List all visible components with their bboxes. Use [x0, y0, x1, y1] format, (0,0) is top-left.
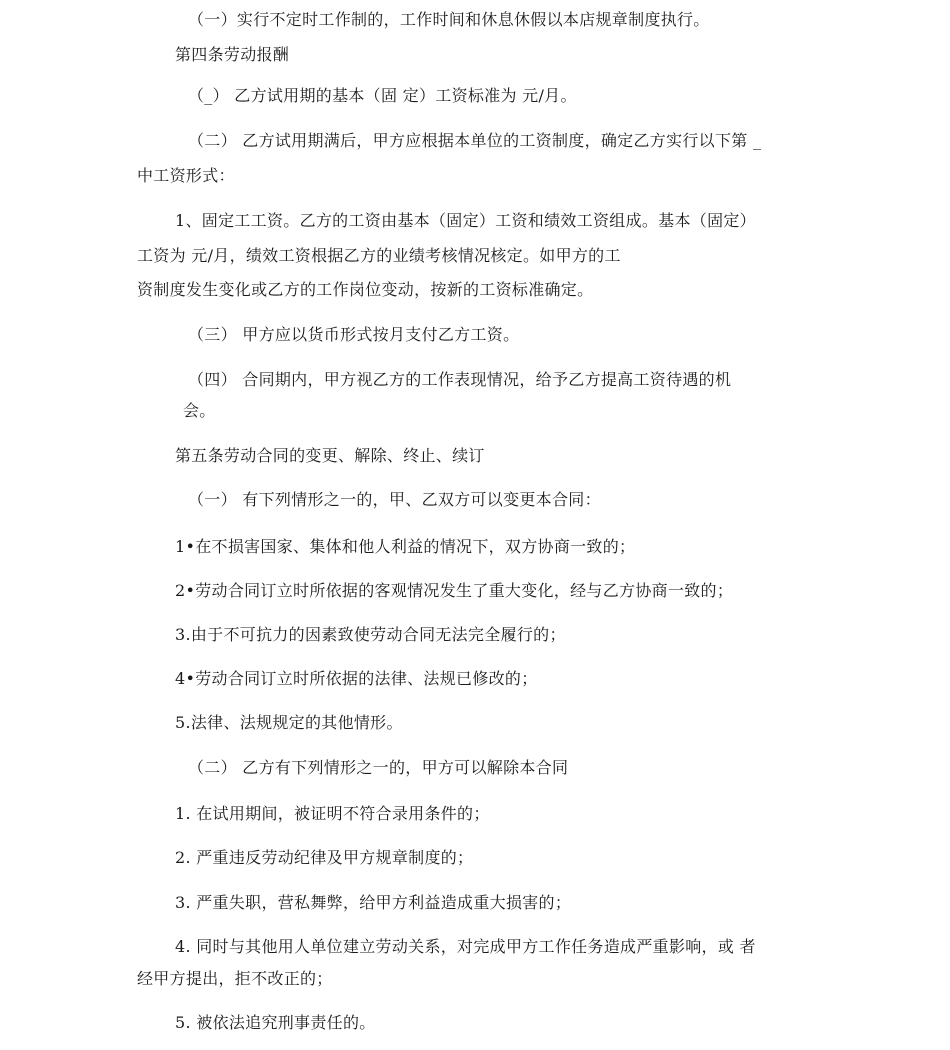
article-5-item-1: （一） 有下列情形之一的，甲、乙双方可以变更本合同：	[188, 490, 601, 509]
article-5-item-2-case-3: 3. 严重失职，营私舞弊，给甲方利益造成重大损害的；	[175, 893, 572, 912]
article-4-item-4-line-2: 会。	[183, 401, 216, 420]
article-5-item-2-case-4-line-2: 经甲方提出，拒不改正的；	[137, 969, 333, 988]
article-4-item-2-line-2: 中工资形式：	[137, 166, 235, 185]
article-4-wage-form-1-line-3: 资制度发生变化或乙方的工作岗位变动，按新的工资标准确定。	[137, 280, 594, 299]
article-5-item-1-case-4: 4•劳动合同订立时所依据的法律、法规已修改的；	[175, 669, 538, 688]
article-5-item-1-case-3: 3.由于不可抗力的因素致使劳动合同无法完全履行的；	[175, 625, 566, 644]
article-4-item-2-line-1: （二） 乙方试用期满后，甲方应根据本单位的工资制度，确定乙方实行以下第 _	[188, 131, 762, 150]
article-5-item-1-case-5: 5.法律、法规规定的其他情形。	[175, 713, 403, 732]
article-5-item-1-case-2: 2•劳动合同订立时所依据的客观情况发生了重大变化，经与乙方协商一致的；	[175, 581, 734, 600]
clause-3-item-1: （一）实行不定时工作制的，工作时间和休息休假以本店规章制度执行。	[188, 10, 710, 29]
article-5-item-2-case-5: 5. 被依法追究刑事责任的。	[175, 1013, 376, 1032]
article-5-item-2-case-2: 2. 严重违反劳动纪律及甲方规章制度的；	[175, 848, 474, 867]
article-5-item-2: （二） 乙方有下列情形之一的，甲方可以解除本合同	[188, 758, 569, 777]
article-5-item-2-case-1: 1. 在试用期间，被证明不符合录用条件的；	[175, 804, 490, 823]
article-4-item-3: （三） 甲方应以货币形式按月支付乙方工资。	[188, 325, 520, 344]
article-4-item-4-line-1: （四） 合同期内，甲方视乙方的工作表现情况，给予乙方提高工资待遇的机	[188, 370, 732, 389]
article-5-item-2-case-4-line-1: 4. 同时与其他用人单位建立劳动关系，对完成甲方工作任务造成严重影响，或 者	[175, 937, 756, 956]
article-5-heading: 第五条劳动合同的变更、解除、终止、续订	[175, 446, 485, 465]
article-4-item-1: （_） 乙方试用期的基本（固 定）工资标准为 元/月。	[188, 86, 577, 105]
article-4-wage-form-1-line-2: 工资为 元/月，绩效工资根据乙方的业绩考核情况核定。如甲方的工	[137, 246, 621, 265]
article-5-item-1-case-1: 1•在不损害国家、集体和他人利益的情况下，双方协商一致的；	[175, 537, 636, 556]
article-4-heading: 第四条劳动报酬	[175, 45, 290, 64]
article-4-wage-form-1-line-1: 1、固定工工资。乙方的工资由基本（固定）工资和绩效工资组成。基本（固定）	[175, 211, 756, 230]
